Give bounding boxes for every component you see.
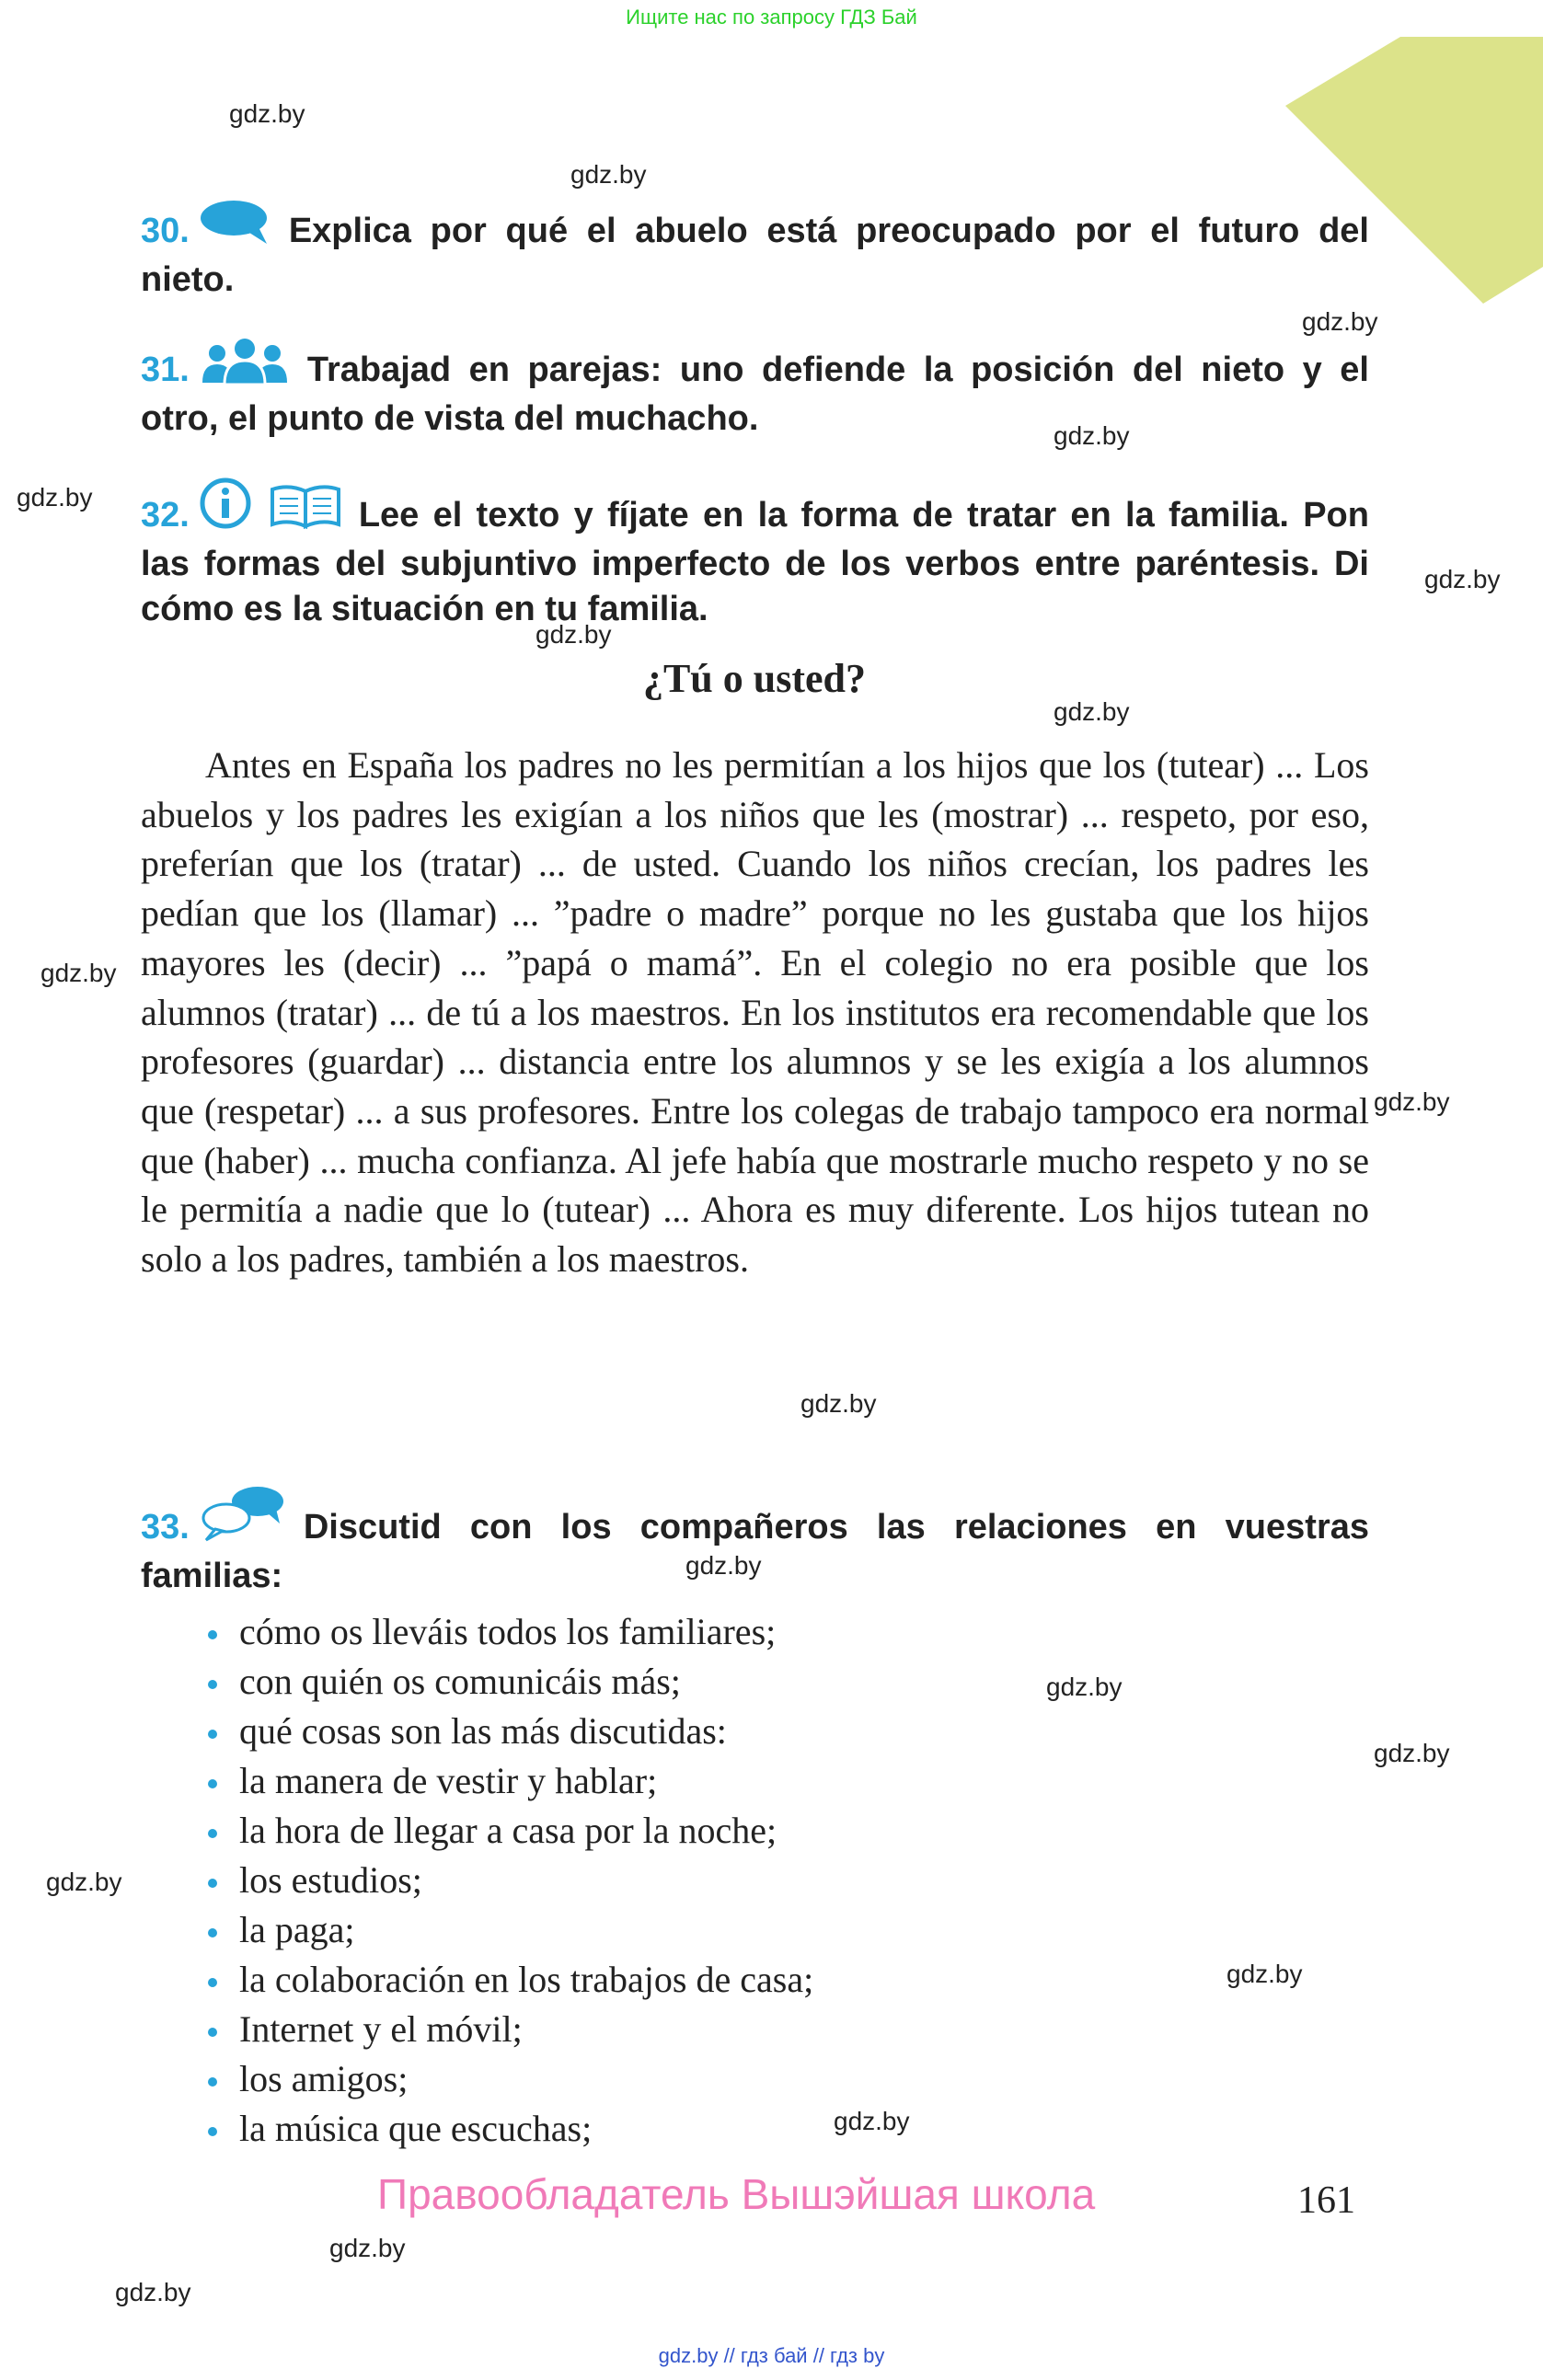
task-text: Trabajad en parejas: uno defiende la posición del nieto y el otro, el punto de vista del muchacho.: [141, 351, 1369, 438]
top-banner[interactable]: Ищите нас по запросу ГДЗ Бай: [626, 6, 917, 29]
reading-title: ¿Tú o usted?: [642, 656, 867, 701]
page-number: 161: [1297, 2179, 1355, 2222]
task-text: Explica por qué el abuelo está preocupado por el futuro del nieto.: [141, 212, 1369, 299]
watermark: gdz.by: [685, 1551, 762, 1580]
group-people-icon: [199, 337, 291, 397]
watermark: gdz.by: [1054, 421, 1130, 450]
watermark: gdz.by: [1054, 697, 1130, 726]
task-number: 31.: [141, 351, 190, 389]
reading-text: Antes en España los padres no les permitían a los hijos que los (tutear) ... Los abuelos y los padres les exigían a los niños que les (mostrar) ... respeto, por eso, preferían que los (tratar) ... de usted. Cuando los niños crecían, los padres les pedían que los (llamar) ... ”padre o madre” porque no les gustaba que los hijos mayores les (decir) ... ”papá o mamá”. En el colegio no era posible que los alumnos (tratar) ... de tú a los maestros. En los institutos era recomendable que los profesores (guardar) ... distancia entre los alumnos y se les exigía a los alumnos que (respetar) ... a sus profesores. Entre los colegas de trabajo tampoco era normal que (haber) ... mucha confianza. Al jefe había que mostrarle mucho respeto y no se le permitía a nadie que lo (tutear) ... Ahora es muy diferente. Los hijos tutean no solo a los padres, también a los maestros.: [141, 744, 1369, 1281]
discussion-topics-list: [201, 1607, 813, 2154]
task-31: [141, 337, 1369, 442]
task-32: [141, 477, 1369, 632]
watermark: gdz.by: [229, 99, 305, 128]
watermark: gdz.by: [329, 2234, 406, 2262]
watermark: gdz.by: [1302, 307, 1378, 336]
watermark: gdz.by: [834, 2107, 910, 2135]
list-item: cómo os lleváis todos los familiares;: [201, 1607, 813, 1657]
task-number: 30.: [141, 212, 190, 250]
task-text: Discutid con los compañeros las relaciones en vuestras familias:: [141, 1508, 1369, 1595]
list-item: la manera de vestir y hablar;: [201, 1756, 813, 1806]
watermark: gdz.by: [1046, 1673, 1123, 1701]
list-item: la colaboración en los trabajos de casa;: [201, 1955, 813, 2005]
task-33: [141, 1483, 1369, 1599]
watermark: gdz.by: [17, 483, 93, 512]
open-book-icon: [269, 482, 342, 542]
list-item: la paga;: [201, 1905, 813, 1955]
list-item: Internet y el móvil;: [201, 2005, 813, 2054]
watermark: gdz.by: [46, 1868, 122, 1896]
watermark: gdz.by: [800, 1389, 877, 1418]
list-item: qué cosas son las más discutidas:: [201, 1707, 813, 1756]
watermark: gdz.by: [40, 959, 117, 987]
watermark: gdz.by: [535, 620, 612, 649]
task-number: 33.: [141, 1508, 190, 1546]
list-item: la hora de llegar a casa por la noche;: [201, 1806, 813, 1856]
info-icon: [199, 477, 252, 542]
watermark: gdz.by: [1374, 1739, 1450, 1767]
watermark: gdz.by: [570, 160, 647, 189]
task-number: 32.: [141, 496, 190, 535]
list-item: la música que escuchas;: [201, 2104, 813, 2154]
watermark: gdz.by: [1424, 565, 1501, 593]
list-item: con quién os comunicáis más;: [201, 1657, 813, 1707]
discussion-bubbles-icon: [199, 1483, 287, 1554]
watermark: gdz.by: [1374, 1087, 1450, 1116]
speech-bubble-icon: [199, 198, 272, 258]
list-item: los amigos;: [201, 2054, 813, 2104]
watermark: gdz.by: [1226, 1960, 1303, 1988]
task-text: Lee el texto y fíjate en la forma de tratar en la familia. Pon las formas del subjuntivo imperfecto de los verbos entre paréntesis. Di cómo es la situación en tu familia.: [141, 496, 1369, 628]
list-item: los estudios;: [201, 1856, 813, 1905]
watermark: gdz.by: [115, 2278, 191, 2306]
copyright-notice: Правообладатель Вышэйшая школа: [377, 2170, 1096, 2218]
task-30: [141, 198, 1369, 303]
bottom-links[interactable]: gdz.by // гдз бай // гдз by: [658, 2344, 885, 2367]
